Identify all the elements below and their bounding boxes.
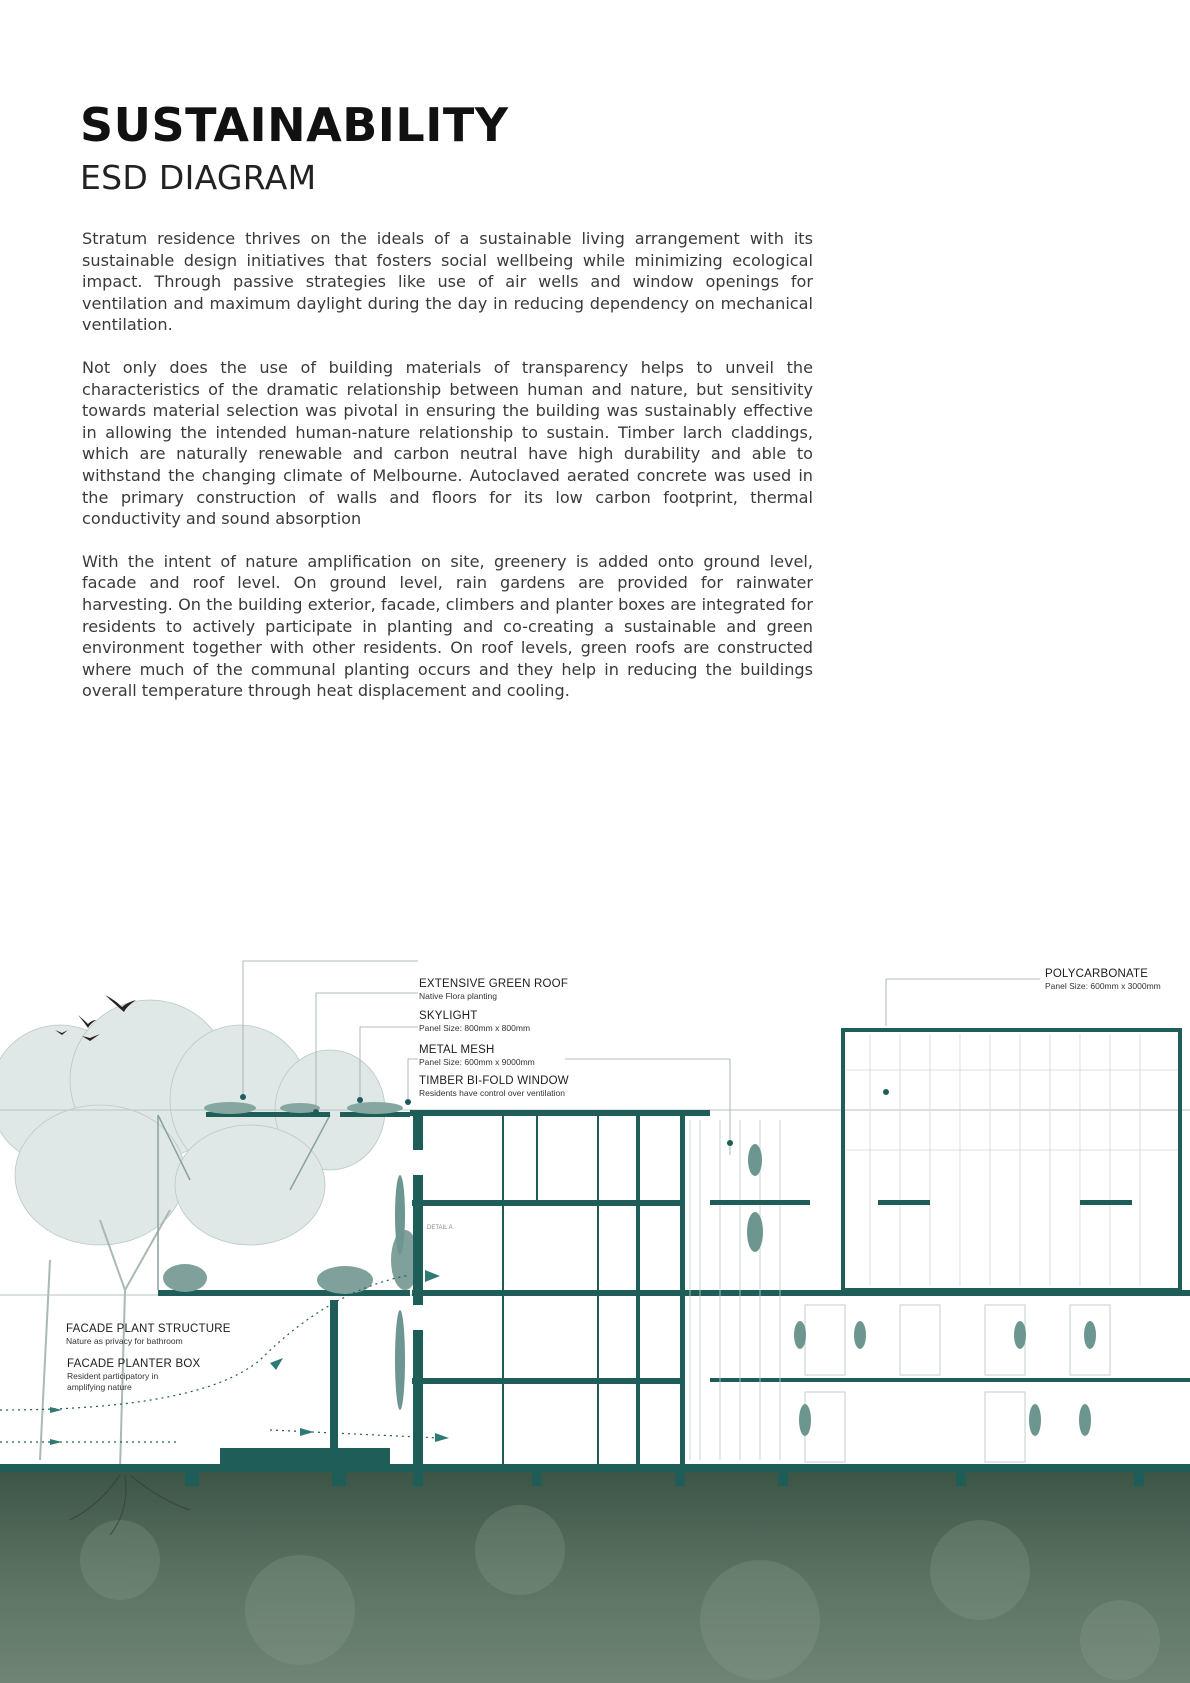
label-planter-box: FACADE PLANTER BOX Resident participatory in amplifying nature: [67, 1358, 201, 1392]
label-skylight: SKYLIGHT Panel Size: 800mm x 800mm: [419, 1010, 531, 1033]
airflow: [0, 1275, 440, 1442]
trees-left: [0, 1000, 385, 1245]
label-plant-structure: FACADE PLANT STRUCTURE Nature as privacy for bathroom: [66, 1323, 231, 1346]
polycarbonate-volume: [843, 1030, 1180, 1290]
label-green-roof: EXTENSIVE GREEN ROOF Native Flora planting: [419, 978, 569, 1001]
paragraph-materials: Not only does the use of building materials of transparency helps to unveil the characteristics of the dramatic relationship between human and nature, but sensitivity towards material selection was pivotal in ensuring the building was sustainably effective in allowing the intended human-nature relationship to sustain. Timber larch claddings, which are naturally renewable and carbon neutral have high durability and able to withstand the changing climate of Melbourne. Autoclaved aerated concrete was used in the primary construction of walls and floors for its low carbon footprint, thermal conductivity and sound absorption: [82, 357, 813, 529]
label-timber-window: TIMBER BI-FOLD WINDOW Residents have control over ventilation: [419, 1075, 569, 1098]
terrace-planting: [163, 1230, 419, 1294]
body-text: [82, 228, 813, 723]
esd-section-diagram: [0, 960, 1190, 1683]
page-title: SUSTAINABILITY: [80, 98, 509, 152]
polycarbonate-ribs: [846, 1034, 1178, 1286]
terrace-slab: [158, 1290, 410, 1296]
label-metal-mesh: METAL MESH Panel Size: 600mm x 9000mm: [419, 1044, 535, 1067]
internal-slabs: [710, 1200, 1132, 1205]
roof-planting: [204, 1102, 403, 1114]
paragraph-ventilation: Stratum residence thrives on the ideals of a sustainable living arrangement with its sustainable design initiatives that fosters social wellbeing while minimizing ecological impact. Through passive strategies like use of air wells and window openings for ventilation and maximum daylight during the day in reducing dependency on mechanical ventilation.: [82, 229, 813, 335]
page-subtitle: ESD DIAGRAM: [80, 158, 317, 197]
paragraph-greenery: With the intent of nature amplification on site, greenery is added onto ground level, facade and roof level. On ground level, rain gardens are provided for rainwater harvesting. On the building exterior, facade, climbers and planter boxes are integrated for residents to actively participate in planting and co-creating a sustainable and green environment together with other residents. On roof levels, green roofs are constructed where much of the communal planting occurs and they help in reducing the buildings overall temperature through heat displacement and cooling.: [82, 551, 813, 701]
window-openings: [805, 1305, 1110, 1462]
detail-a-tag: DETAIL A: [427, 1225, 453, 1231]
label-polycarbonate: POLYCARBONATE Panel Size: 600mm x 3000mm: [1045, 968, 1161, 991]
